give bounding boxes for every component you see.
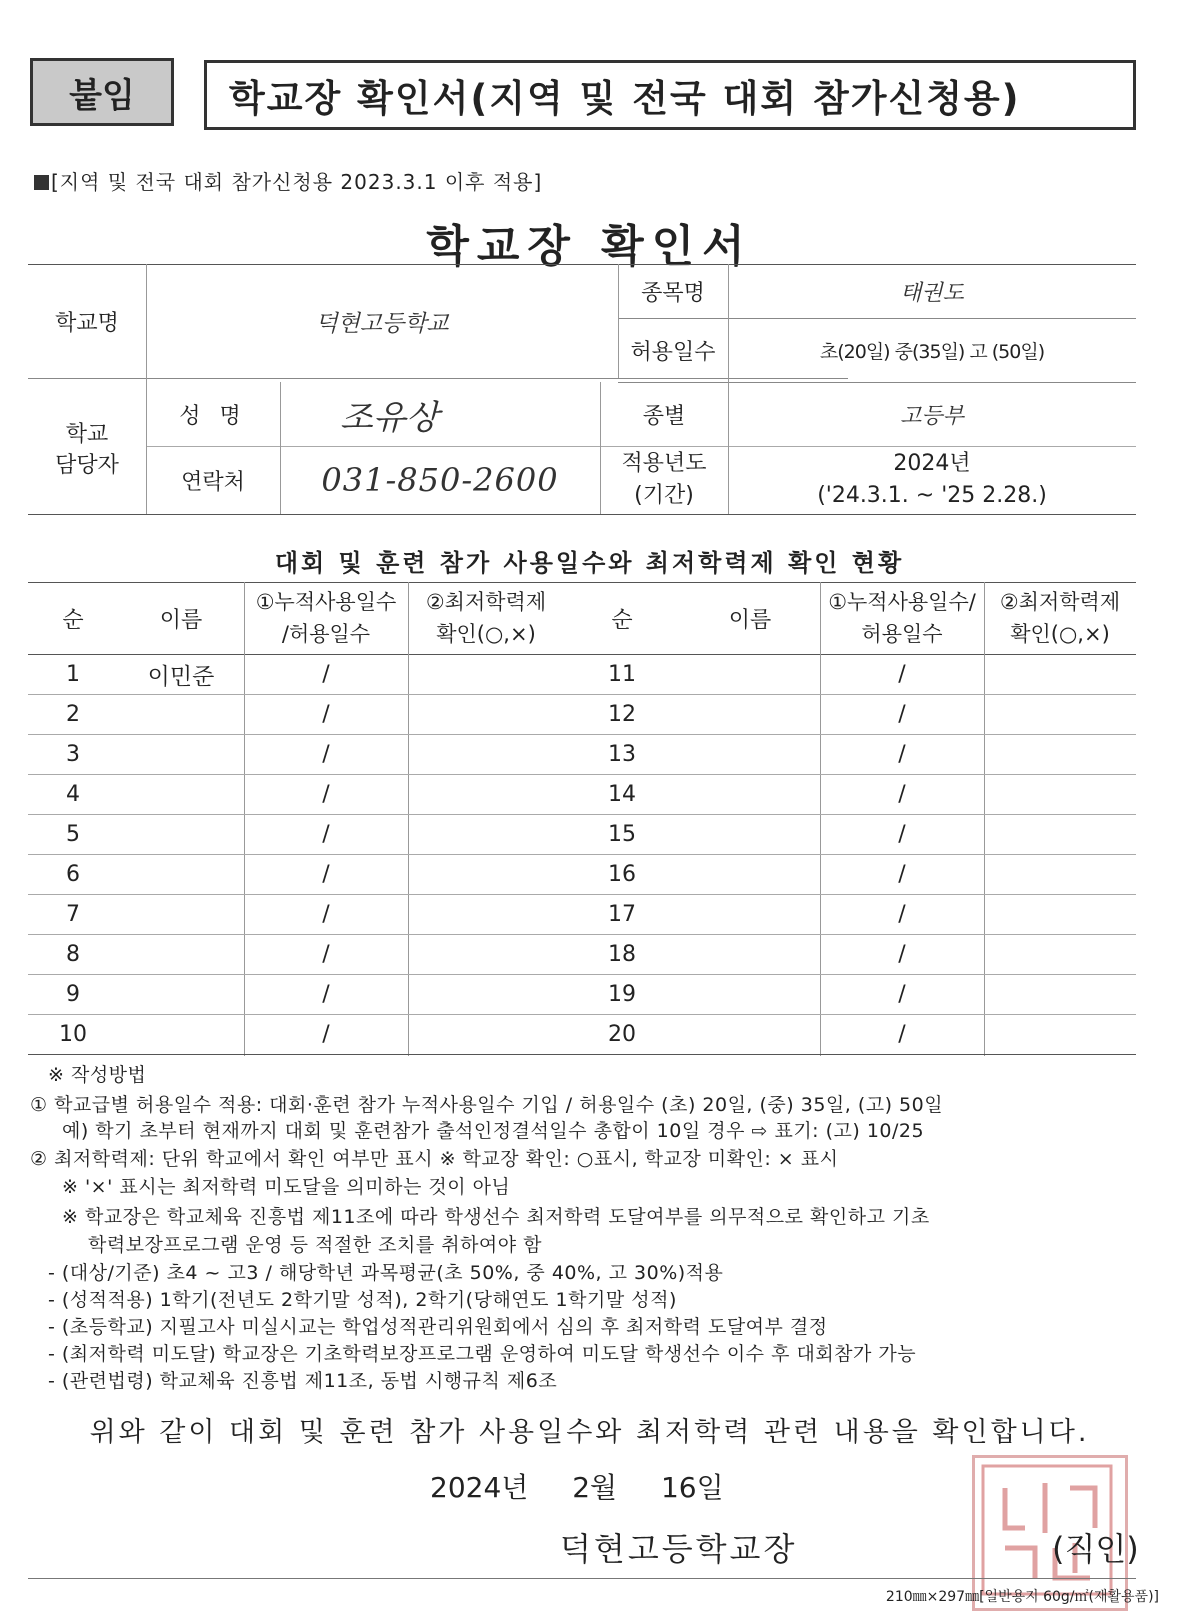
apply-year-label-line1: 적용년도 [621, 451, 707, 476]
row-days: / [898, 741, 906, 767]
principal-name: 덕현고등학교장 [560, 1530, 798, 1568]
row-name [118, 694, 244, 734]
note-line: - (성적적용) 1학기(전년도 2학기말 성적), 2학기(당해연도 1학기말 성적) [48, 1289, 677, 1311]
col-name-header: 이름 [159, 607, 203, 633]
apply-year: 2024년 [893, 451, 971, 476]
row-name [118, 814, 244, 854]
document-title: 학교장 확인서(지역 및 전국 대회 참가신청용) [204, 60, 1136, 130]
contact-person-label-line2: 담당자 [55, 453, 119, 478]
grid-row-border [28, 1054, 1136, 1055]
allowed-days-value: 초(20일) 중(35일) 고 (50일) [819, 340, 1045, 363]
footer-divider [28, 1578, 1136, 1579]
school-name-label: 학교명 [55, 310, 119, 336]
phone-value: 031-850-2600 [321, 461, 559, 499]
apply-period: ('24.3.1. ~ '25 2.28.) [817, 483, 1047, 508]
row-number: 13 [608, 741, 636, 767]
col-min-header-line1: ②최저학력제 [425, 590, 547, 614]
col-min-header-line2: 확인(○,×) [436, 622, 536, 646]
row-number: 4 [66, 781, 80, 807]
row-number: 2 [66, 701, 80, 727]
row-name [118, 774, 244, 814]
row-days: / [898, 701, 906, 727]
row-days: / [322, 741, 330, 767]
note-line: 예) 학기 초부터 현재까지 대회 및 훈련참가 출석인정결석일수 총합이 10일 경우 ⇨ 표기: (고) 10/25 [62, 1120, 925, 1142]
division-value: 고등부 [900, 403, 964, 429]
allowed-days-label: 허용일수 [630, 339, 716, 365]
row-name [118, 734, 244, 774]
apply-year-label-line2: (기간) [634, 483, 694, 508]
row-number: 15 [608, 821, 636, 847]
note-line: ② 최저학력제: 단위 학교에서 확인 여부만 표시 ※ 학교장 확인: ○표시, 학교장 미확인: × 표시 [30, 1148, 839, 1170]
sport-value: 태권도 [900, 280, 964, 306]
row-days: / [322, 981, 330, 1007]
row-days: / [898, 781, 906, 807]
subheader-text: [지역 및 전국 대회 참가신청용 2023.3.1 이후 적용] [51, 170, 543, 194]
col-name2-header: 이름 [728, 607, 772, 633]
sport-label: 종목명 [641, 280, 705, 306]
col-min2-header-line1: ②최저학력제 [999, 590, 1121, 614]
row-days: / [322, 781, 330, 807]
row-number: 10 [59, 1021, 87, 1047]
apply-year-value [728, 446, 1136, 514]
row-name [118, 934, 244, 974]
row-number: 18 [608, 941, 636, 967]
phone-label: 연락처 [181, 469, 245, 495]
row-number: 16 [608, 861, 636, 887]
col-min2-header [984, 582, 1136, 654]
note-line: - (초등학교) 지필고사 미실시교는 학업성적관리위원회에서 심의 후 최저학력 도달여부 결정 [48, 1316, 828, 1338]
row-number: 20 [608, 1021, 636, 1047]
col-days-header [244, 582, 408, 654]
row-number: 7 [66, 901, 80, 927]
row-days: / [898, 901, 906, 927]
row-number: 19 [608, 981, 636, 1007]
col-no-header: 순 [62, 607, 84, 633]
row-number: 6 [66, 861, 80, 887]
info-bottom-border [28, 514, 1136, 515]
row-days: / [898, 1021, 906, 1047]
note-line: - (대상/기준) 초4 ~ 고3 / 해당학년 과목평균(초 50%, 중 40%, 고 30%)적용 [48, 1262, 724, 1284]
row-number: 1 [66, 661, 80, 687]
row-days: / [898, 861, 906, 887]
col-days-header-line2: /허용일수 [281, 622, 371, 646]
name-label: 성 명 [179, 403, 247, 429]
row-name [118, 854, 244, 894]
row-name [118, 974, 244, 1014]
grid-col-divider [408, 582, 409, 1056]
note-line: - (최저학력 미도달) 학교장은 기초학력보장프로그램 운영하여 미도달 학생선수 이수 후 대회참가 가능 [48, 1343, 917, 1365]
notes-heading: ※ 작성방법 [48, 1064, 147, 1086]
row-days: / [898, 821, 906, 847]
col-min2-header-line2: 확인(○,×) [1010, 622, 1110, 646]
contact-name-value: 조유상 [340, 397, 439, 438]
col-days2-header-line1: ①누적사용일수/ [828, 590, 976, 614]
issue-date: 2024년 2월 16일 [430, 1471, 724, 1504]
row-number: 11 [608, 661, 636, 687]
row-name [118, 894, 244, 934]
attachment-badge: 붙임 [30, 58, 174, 126]
note-line: 학력보장프로그램 운영 등 적절한 조치를 취하여야 함 [88, 1234, 543, 1256]
col-min-header [408, 582, 564, 654]
note-line: ※ 학교장은 학교체육 진흥법 제11조에 따라 학생선수 최저학력 도달여부를 의무적으로 확인하고 기초 [62, 1206, 930, 1228]
col-days2-header [820, 582, 984, 654]
apply-year-label [600, 446, 728, 514]
seal-label: (직인) [1052, 1530, 1139, 1568]
subheader [34, 166, 542, 195]
contact-person-label-line1: 학교 [65, 422, 109, 447]
row-number: 8 [66, 941, 80, 967]
square-bullet-icon [34, 175, 49, 190]
page-title: 학교장 확인서 [426, 221, 753, 272]
row-number: 17 [608, 901, 636, 927]
row-days: / [898, 661, 906, 687]
row-name: 이민준 [147, 663, 215, 690]
row-number: 9 [66, 981, 80, 1007]
contact-person-label [28, 382, 146, 514]
row-days: / [322, 861, 330, 887]
row-days: / [322, 821, 330, 847]
row-days: / [322, 661, 330, 687]
row-number: 5 [66, 821, 80, 847]
division-label: 종별 [642, 403, 686, 429]
col-days2-header-line2: 허용일수 [861, 622, 943, 646]
note-line: ※ '×' 표시는 최저학력 미도달을 의미하는 것이 아님 [62, 1176, 511, 1198]
grid-title: 대회 및 훈련 참가 사용일수와 최저학력제 확인 현황 [274, 549, 905, 577]
row-number: 12 [608, 701, 636, 727]
paper-spec: 210㎜×297㎜[일반용지 60g/㎡(재활용품)] [885, 1589, 1159, 1605]
row-number: 3 [66, 741, 80, 767]
note-line: ① 학교급별 허용일수 적용: 대회·훈련 참가 누적사용일수 기입 / 허용일수 (초) 20일, (중) 35일, (고) 50일 [30, 1094, 944, 1116]
grid-col-divider [984, 582, 985, 1056]
col-days-header-line1: ①누적사용일수 [255, 590, 397, 614]
row-days: / [322, 1021, 330, 1047]
row-days: / [322, 901, 330, 927]
row-name [118, 1014, 244, 1054]
row-days: / [322, 941, 330, 967]
row-days: / [898, 941, 906, 967]
note-line: - (관련법령) 학교체육 진흥법 제11조, 동법 시행규칙 제6조 [48, 1370, 558, 1392]
row-number: 14 [608, 781, 636, 807]
row-days: / [898, 981, 906, 1007]
col-no2-header: 순 [611, 607, 633, 633]
declaration-text: 위와 같이 대회 및 훈련 참가 사용일수와 최저학력 관련 내용을 확인합니다. [89, 1417, 1090, 1448]
row-days: / [322, 701, 330, 727]
school-name-value: 덕현고등학교 [315, 310, 449, 337]
